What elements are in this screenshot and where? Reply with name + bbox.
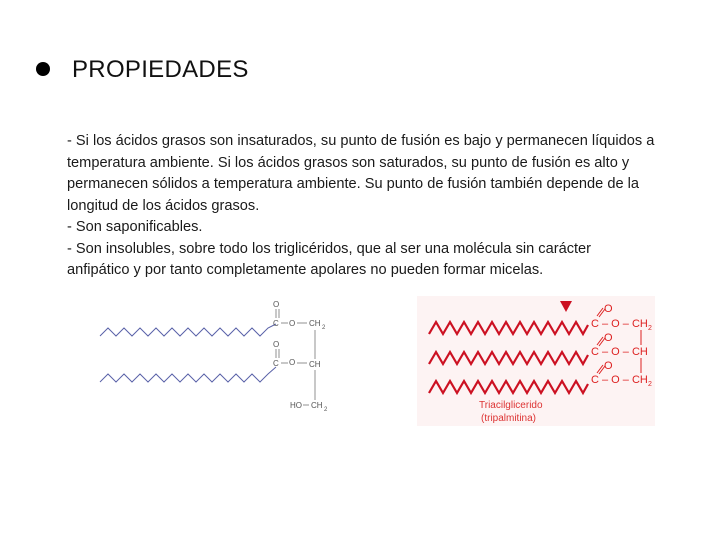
- palmitate-chain-3: [429, 381, 588, 393]
- slide-heading: PROPIEDADES: [72, 56, 249, 83]
- body-text: [67, 131, 657, 282]
- ester-row-3-sub: 2: [648, 381, 652, 388]
- fatty-acid-diagram: [95, 294, 355, 419]
- triglyceride-structure: [417, 296, 655, 426]
- ester-row-2: C – O – CH: [591, 346, 648, 358]
- ester-row-3: C – O – CH: [591, 374, 648, 386]
- marker-triangle-icon: [560, 301, 572, 312]
- ester-row-1-sub: 2: [648, 325, 652, 332]
- hydrocarbon-chain-2: [100, 367, 276, 382]
- ester-row-1: C – O – CH: [591, 318, 648, 330]
- fatty-acid-structure: [95, 294, 355, 419]
- label-ho: HO: [290, 401, 302, 410]
- carbonyl-o-2: O: [604, 332, 613, 344]
- carbonyl-o-1: O: [604, 303, 613, 315]
- label-ch2-top: CH: [309, 319, 321, 328]
- palmitate-chain-1: [429, 322, 588, 334]
- bullet-icon: [36, 62, 50, 76]
- triglyceride-diagram: [417, 296, 655, 426]
- paragraph-insoluble: - Son insolubles, sobre todo los triglicéridos, que al ser una molécula sin carácter anfipático y por tanto completamente apolares no pueden formar micelas.: [67, 240, 592, 278]
- label-ch2-bottom: CH: [311, 401, 323, 410]
- label-o-link2: O: [289, 358, 296, 367]
- paragraph-melting-point: - Si los ácidos grasos son insaturados, su punto de fusión es bajo y permanecen líquidos a temperatura ambiente. Si los ácidos grasos son saturados, su punto de fusión es alto y permanecen sólidos a temperatura ambiente. Su punto de fusión también depende de la longitud de los ácidos grasos.: [67, 133, 655, 214]
- carbonyl-o-3: O: [604, 360, 613, 372]
- paragraph-saponifiable: - Son saponificables.: [67, 219, 203, 235]
- label-c2: C: [273, 359, 279, 368]
- label-sub2-bottom: 2: [324, 407, 328, 413]
- palmitate-chain-2: [429, 352, 588, 364]
- label-ch-mid: CH: [309, 360, 321, 369]
- hydrocarbon-chain-1: [100, 324, 276, 336]
- label-o1: O: [273, 300, 280, 309]
- label-c1: C: [273, 319, 279, 328]
- label-sub2-top: 2: [322, 325, 326, 331]
- caption-tripalmitina: (tripalmitina): [481, 413, 537, 424]
- caption-triacilglicerido: Triacilglicerido: [479, 400, 543, 411]
- label-o-link1: O: [289, 319, 296, 328]
- label-o2: O: [273, 340, 280, 349]
